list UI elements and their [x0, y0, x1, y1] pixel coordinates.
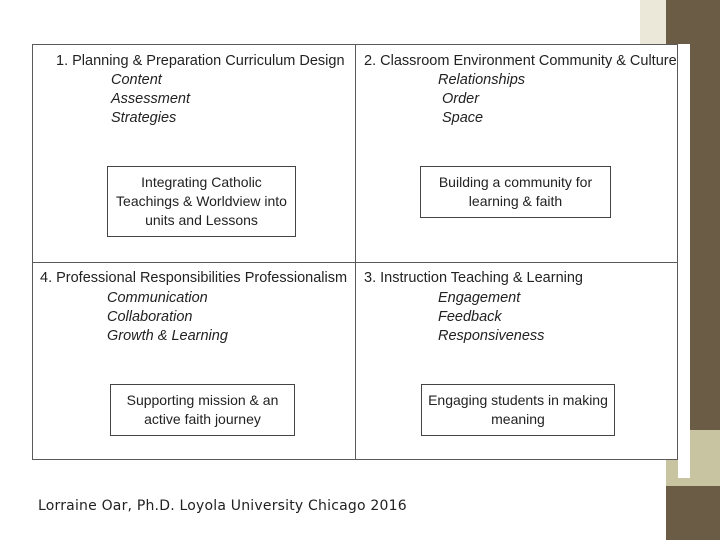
- quadrant-3-items: [438, 289, 544, 346]
- quadrant-4-heading: 4. Professional Responsibilities Professionalism: [40, 270, 348, 286]
- list-item: Order: [442, 91, 480, 107]
- quadrant-2-box: Building a community for learning & faith: [420, 166, 611, 218]
- list-item: Communication: [107, 290, 208, 306]
- decor-bar-inset: [678, 44, 690, 478]
- quadrant-3-box: Engaging students in making meaning: [421, 384, 615, 436]
- list-item: Feedback: [438, 309, 502, 325]
- list-item: Space: [442, 110, 484, 126]
- list-item: Content: [111, 72, 162, 88]
- grid-divider-vertical: [355, 45, 356, 459]
- list-item: Engagement: [438, 290, 521, 306]
- quadrant-3-heading: 3. Instruction Teaching & Learning: [364, 270, 583, 286]
- decor-bar-dark-lower: [666, 486, 720, 540]
- quadrant-1-items: [111, 71, 190, 128]
- quadrant-1-box: Integrating Catholic Teachings & Worldview into units and Lessons: [107, 166, 296, 237]
- decor-bar-top: [640, 0, 666, 44]
- list-item: Strategies: [111, 110, 177, 126]
- list-item: Collaboration: [107, 309, 193, 325]
- list-item: Responsiveness: [438, 328, 545, 344]
- grid-divider-horizontal: [33, 262, 677, 263]
- list-item: Growth & Learning: [107, 328, 228, 344]
- quadrant-1-heading: 1. Planning & Preparation Curriculum Design: [56, 53, 345, 69]
- quadrant-4-box: Supporting mission & an active faith journey: [110, 384, 295, 436]
- quadrant-2-heading: 2. Classroom Environment Community & Culture: [364, 53, 677, 69]
- list-item: Relationships: [438, 72, 526, 88]
- list-item: Assessment: [111, 91, 190, 107]
- framework-grid: [32, 44, 678, 460]
- quadrant-2-items: [438, 71, 525, 128]
- quadrant-4-items: [107, 289, 228, 346]
- footer-credit: Lorraine Oar, Ph.D. Loyola University Chicago 2016: [38, 498, 407, 514]
